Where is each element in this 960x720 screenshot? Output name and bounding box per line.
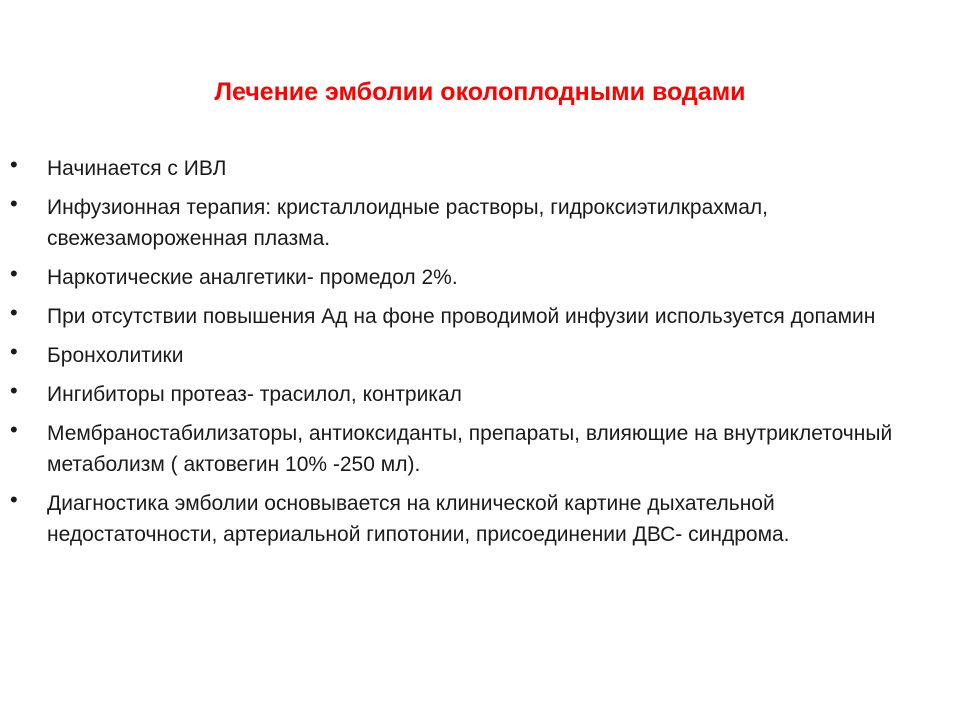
bullet-text: Бронхолитики [47, 344, 184, 367]
bullet-item [10, 418, 930, 480]
bullet-text: Начинается с ИВЛ [47, 157, 227, 180]
bullet-dot-icon: • [10, 339, 18, 364]
bullet-dot-icon: • [10, 300, 18, 325]
bullet-text: При отсутствии повышения Ад на фоне проводимой инфузии используется допамин [47, 305, 876, 328]
bullet-item [10, 192, 930, 254]
bullet-dot-icon: • [10, 152, 18, 177]
bullet-item [10, 340, 930, 371]
bullet-item [10, 488, 930, 550]
bullet-dot-icon: • [10, 417, 18, 442]
bullet-item [10, 262, 930, 293]
bullet-dot-icon: • [10, 378, 18, 403]
bullet-text: Ингибиторы протеаз- трасилол, контрикал [47, 383, 462, 406]
bullet-text: Диагностика эмболии основывается на клинической картине дыхательной недостаточности, артериальной гипотонии, присоединении ДВС- синдрома. [47, 492, 790, 546]
bullet-dot-icon: • [10, 261, 18, 286]
bullet-item [10, 379, 930, 410]
bullet-text: Мембраностабилизаторы, антиоксиданты, препараты, влияющие на внутриклеточный метаболизм ( актовегин 10% -250 мл). [47, 422, 893, 476]
bullet-item [10, 301, 930, 332]
bullet-dot-icon: • [10, 487, 18, 512]
bullet-item [10, 153, 930, 184]
slide-title: Лечение эмболии околоплодными водами [214, 78, 746, 106]
bullet-list [10, 153, 930, 558]
bullet-dot-icon: • [10, 191, 18, 216]
bullet-text: Наркотические аналгетики- промедол 2%. [47, 266, 458, 289]
bullet-text: Инфузионная терапия: кристаллоидные растворы, гидроксиэтилкрахмал, свежезамороженная плазма. [47, 196, 768, 250]
